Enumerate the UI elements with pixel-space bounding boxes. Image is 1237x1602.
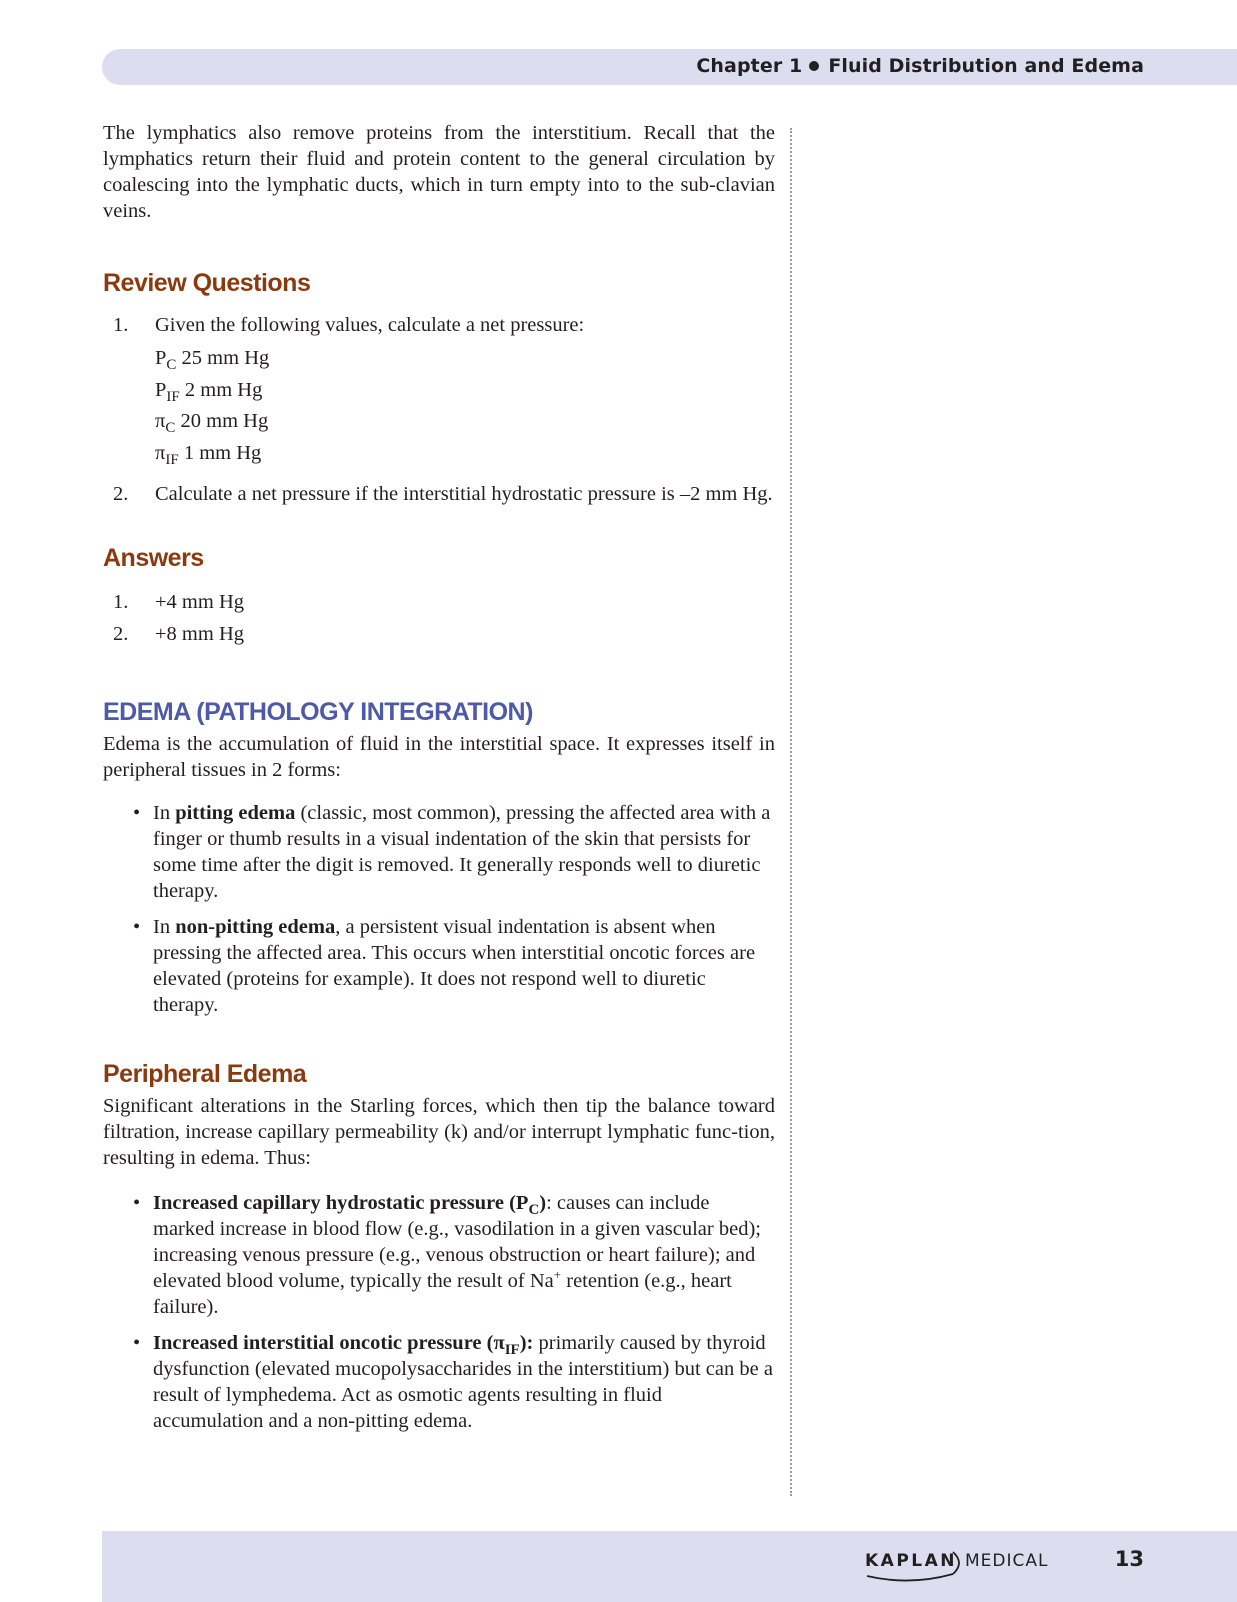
bullet-text: In bbox=[153, 802, 176, 824]
bullet-icon: • bbox=[133, 916, 141, 938]
question-text: Given the following values, calculate a net pressure: bbox=[155, 314, 585, 336]
bullet-icon: • bbox=[133, 1332, 141, 1354]
bullet-item bbox=[103, 800, 775, 904]
answer-item bbox=[103, 587, 775, 619]
bullet-text: In bbox=[153, 916, 176, 938]
bullet-icon: • bbox=[133, 802, 141, 824]
edema-heading: EDEMA (PATHOLOGY INTEGRATION) bbox=[103, 698, 533, 726]
running-footer bbox=[102, 1531, 1237, 1602]
bullet-item bbox=[103, 1330, 775, 1434]
question-1 bbox=[103, 312, 775, 469]
edema-bullets bbox=[103, 800, 775, 1018]
value-subscript: C bbox=[165, 420, 176, 436]
review-questions-list bbox=[103, 312, 775, 507]
value-symbol: P bbox=[155, 378, 167, 401]
question-text: Calculate a net pressure if the interstitial hydrostatic pressure is –2 mm Hg. bbox=[155, 483, 773, 505]
main-column bbox=[103, 120, 775, 1434]
bullet-icon: • bbox=[133, 1192, 141, 1214]
header-chapter: Chapter 1 bbox=[696, 55, 803, 77]
value-subscript: IF bbox=[166, 388, 180, 405]
question-values bbox=[155, 343, 775, 469]
value-amount: 2 mm Hg bbox=[184, 378, 263, 401]
bullet-term: pitting edema bbox=[175, 802, 296, 824]
review-questions-heading: Review Questions bbox=[103, 269, 311, 297]
peripheral-intro: Significant alterations in the Starling forces, which then tip the balance toward filtration, increase capillary permeability (k) and/or interrupt lymphatic func-tion, resulting in edema. Thus: bbox=[103, 1095, 775, 1169]
bullet-term-text: ): bbox=[519, 1332, 534, 1354]
bullet-text: retention (e.g., heart failure). bbox=[153, 1270, 732, 1318]
peripheral-edema-heading: Peripheral Edema bbox=[103, 1060, 307, 1088]
column-divider bbox=[790, 128, 792, 1496]
answer-number: 2. bbox=[113, 622, 129, 645]
bullet-text: : causes can include marked increase in blood flow (e.g., vasodilation in a given vascular bed); increasing venous pressure (e.g., venous obstruction or heart failure); and elevated blood volume, typically the result of Na bbox=[153, 1192, 761, 1292]
edema-intro: Edema is the accumulation of fluid in the interstitial space. It expresses itself in peripheral tissues in 2 forms: bbox=[103, 733, 775, 781]
value-subscript: C bbox=[166, 357, 177, 373]
value-symbol: π bbox=[155, 410, 166, 432]
question-2 bbox=[103, 481, 775, 507]
question-number: 1. bbox=[113, 314, 129, 336]
running-header bbox=[102, 49, 1237, 85]
bullet-term bbox=[153, 1192, 547, 1218]
bullet-term-subscript: C bbox=[528, 1202, 540, 1218]
question-number: 2. bbox=[113, 483, 129, 505]
value-amount: 20 mm Hg bbox=[180, 410, 269, 432]
answers-list bbox=[103, 587, 775, 650]
bullet-term-text: Increased capillary hydrostatic pressure (P bbox=[153, 1192, 529, 1214]
value-amount: 25 mm Hg bbox=[181, 347, 270, 369]
header-text bbox=[696, 55, 1144, 77]
answer-text: +4 mm Hg bbox=[155, 591, 245, 613]
bullet-term-text: Increased interstitial oncotic pressure (π bbox=[153, 1332, 505, 1354]
kaplan-medical-logo bbox=[865, 1546, 1049, 1586]
bullet-term-subscript: IF bbox=[504, 1342, 520, 1358]
bullet-text: (classic, most common), pressing the affected area with a finger or thumb results in a visual indentation of the skin that persists for some time after the digit is removed. It generally responds well to diuretic therapy. bbox=[153, 802, 771, 902]
logo-kaplan-text: KAPLAN bbox=[865, 1551, 958, 1571]
answer-text: +8 mm Hg bbox=[155, 622, 245, 645]
bullet-text: primarily caused by thyroid dysfunction (elevated mucopolysaccharides in the interstitium) but can be a result of lymphedema. Act as osmotic agents resulting in fluid accumulation and a non-pitting edema. bbox=[153, 1332, 773, 1432]
value-subscript: IF bbox=[165, 451, 179, 468]
peripheral-bullets bbox=[103, 1190, 775, 1434]
value-amount: 1 mm Hg bbox=[183, 441, 262, 464]
bullet-term: non-pitting edema bbox=[175, 916, 336, 938]
value-row bbox=[155, 406, 775, 438]
header-title: Fluid Distribution and Edema bbox=[828, 55, 1144, 77]
bullet-superscript: + bbox=[553, 1267, 562, 1282]
answers-heading: Answers bbox=[103, 544, 204, 572]
logo-medical-text: MEDICAL bbox=[965, 1551, 1049, 1571]
value-symbol: P bbox=[155, 347, 167, 369]
intro-paragraph: The lymphatics also remove proteins from the interstitium. Recall that the lymphatics return their fluid and protein content to the general circulation by coalescing into the lymphatic ducts, which in turn empty into to the sub-clavian veins. bbox=[103, 122, 775, 222]
bullet-item bbox=[103, 1190, 775, 1320]
bullet-term bbox=[153, 1332, 534, 1358]
answer-item bbox=[103, 619, 775, 651]
bullet-term-text: ) bbox=[539, 1192, 547, 1214]
value-row bbox=[155, 343, 775, 375]
value-row bbox=[155, 438, 775, 470]
bullet-item bbox=[103, 914, 775, 1018]
value-symbol: π bbox=[155, 441, 166, 464]
bullet-dot-icon bbox=[809, 61, 819, 71]
value-row bbox=[155, 375, 775, 407]
page-number: 13 bbox=[1114, 1547, 1144, 1571]
answer-number: 1. bbox=[113, 591, 129, 613]
bullet-text: , a persistent visual indentation is absent when pressing the affected area. This occurs when interstitial oncotic forces are elevated (proteins for example). It does not respond well to diuretic therapy. bbox=[153, 916, 756, 1016]
